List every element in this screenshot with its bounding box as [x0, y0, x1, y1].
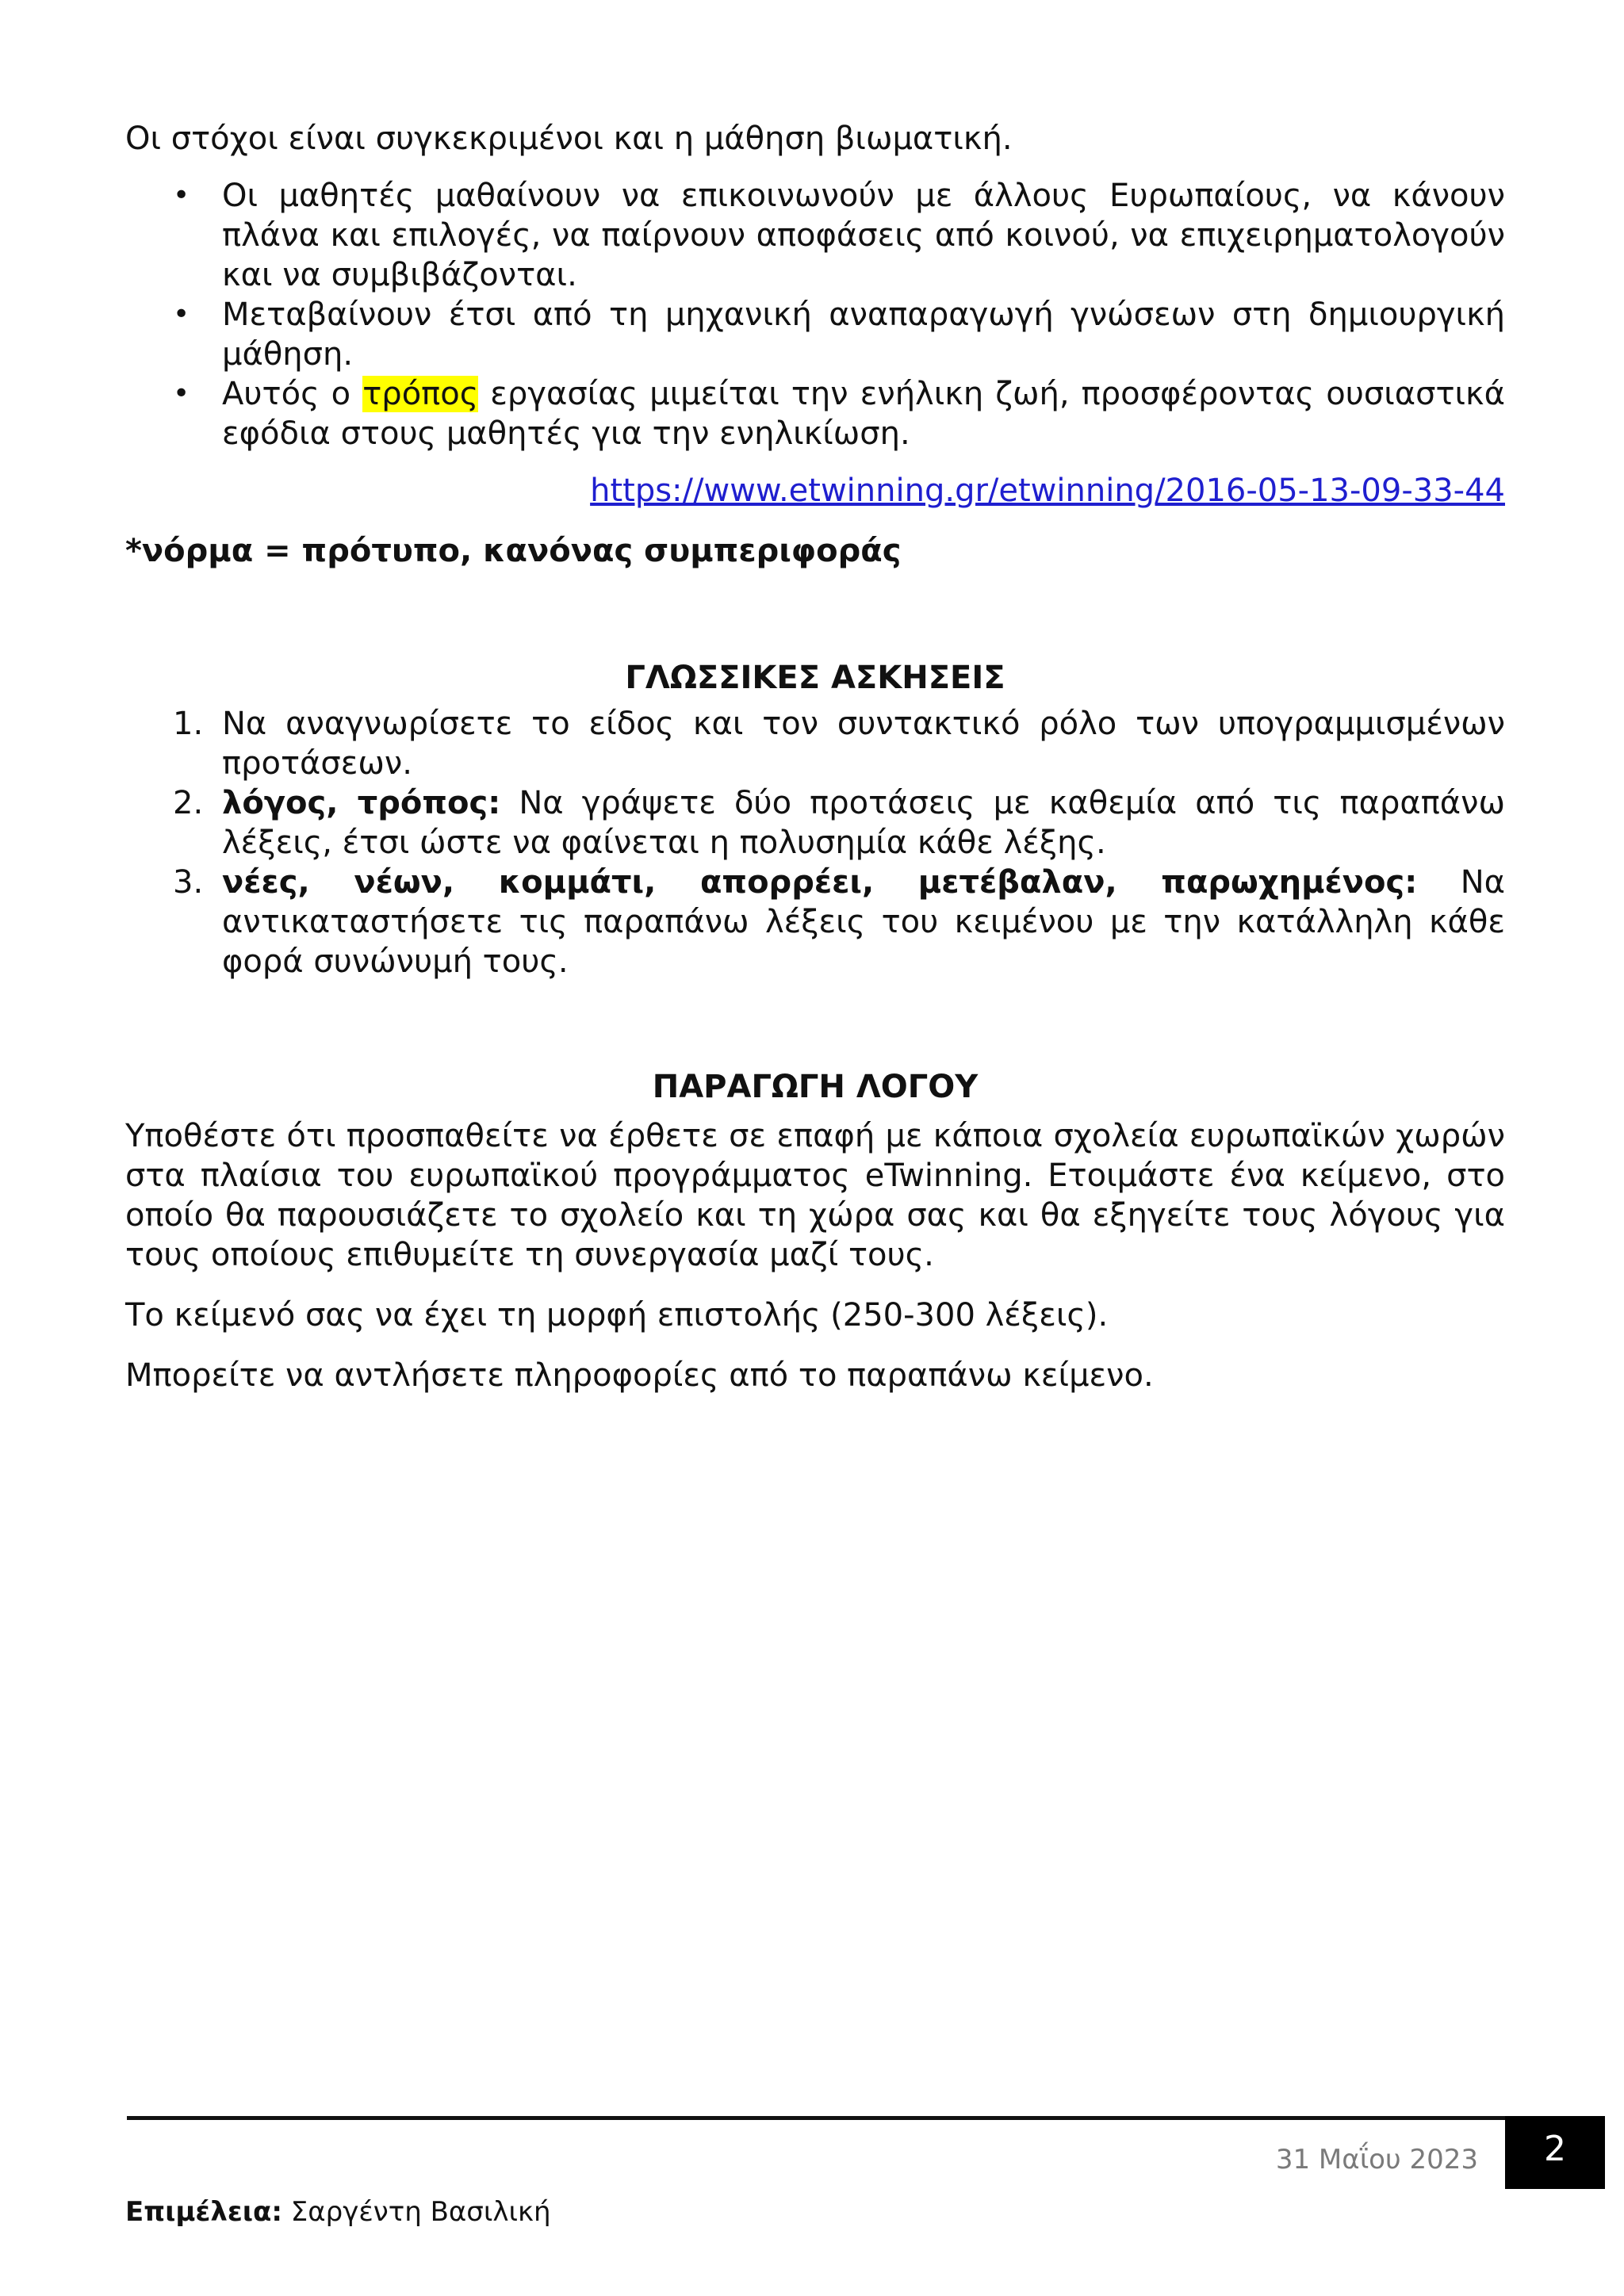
item-text: Να αναγνωρίσετε το είδος και τον συντακτικό ρόλο των υπογραμμισμένων προτάσεων. [222, 706, 1505, 782]
section-title-production: ΠΑΡΑΓΩΓΗ ΛΟΓΟΥ [652, 1069, 979, 1105]
item-text: Να γράψετε δύο προτάσεις με καθεμία από τις παραπάνω λέξεις, έτσι ώστε να φαίνεται η πολυσημία κάθε λέξης. [222, 785, 1505, 861]
source-link[interactable]: https://www.etwinning.gr/etwinning/2016-05-13-09-33-44 [590, 473, 1505, 509]
exercises-list [125, 704, 1505, 982]
goals-list [125, 176, 1505, 453]
credit-name: Σαργέντη Βασιλική [282, 2196, 551, 2228]
credit-label: Επιμέλεια: [125, 2196, 282, 2228]
intro-text: Οι στόχοι είναι συγκεκριμένοι και η μάθηση βιωματική. [125, 121, 1013, 157]
production-paragraph: Το κείμενό σας να έχει τη μορφή επιστολής (250-300 λέξεις). [125, 1297, 1109, 1334]
source-link-line [125, 471, 1505, 511]
highlighted-word: τρόπος [362, 376, 479, 412]
list-item [125, 704, 1505, 783]
list-item [125, 863, 1505, 982]
list-item [125, 783, 1505, 863]
production-paragraph: Υποθέστε ότι προσπαθείτε να έρθετε σε επαφή με κάποια σχολεία ευρωπαϊκών χωρών στα πλαίσια του ευρωπαϊκού προγράμματος eTwinning. Ετοιμάστε ένα κείμενο, στο οποίο θα παρουσιάζετε το σχολείο και τη χώρα σας και θα εξηγείτε τους λόγους για τους οποίους επιθυμείτε τη συνεργασία μαζί τους. [125, 1118, 1505, 1273]
list-item [125, 374, 1505, 453]
footnote: *νόρμα = πρότυπο, κανόνας συμπεριφοράς [125, 533, 902, 569]
item-keywords: λόγος, τρόπος: [222, 785, 501, 821]
footer-date: 31 Μαΐου 2023 [1275, 2144, 1478, 2175]
footer-divider [127, 2116, 1507, 2120]
list-item-text: εργασίας μιμείται την ενήλικη ζωή, προσφέροντας ουσιαστικά εφόδια στους μαθητές για την ενηλικίωση. [222, 376, 1506, 452]
production-paragraph: Μπορείτε να αντλήσετε πληροφορίες από το παραπάνω κείμενο. [125, 1357, 1154, 1394]
item-number: 1. [173, 706, 204, 742]
page-number: 2 [1505, 2116, 1605, 2189]
list-item: • Οι μαθητές μαθαίνουν να επικοινωνούν με άλλους Ευρωπαίους, να κάνουν πλάνα και επιλογές, να παίρνουν αποφάσεις από κοινού, να επιχειρηματολογούν και να συμβιβάζονται. [125, 176, 1505, 295]
page-content [125, 119, 1505, 1395]
list-item-text: Αυτός ο [222, 376, 363, 412]
footer-credit [125, 2196, 551, 2228]
item-number: 2. [173, 785, 204, 821]
list-item: • Μεταβαίνουν έτσι από τη μηχανική αναπαραγωγή γνώσεων στη δημιουργική μάθηση. [125, 295, 1505, 374]
item-keywords: νέες, νέων, κομμάτι, απορρέει, μετέβαλαν, παρωχημένος: [222, 864, 1418, 901]
section-title-exercises: ΓΛΩΣΣΙΚΕΣ ΑΣΚΗΣΕΙΣ [625, 660, 1005, 696]
item-text: Να αντικαταστήσετε τις παραπάνω λέξεις του κειμένου με την κατάλληλη κάθε φορά συνώνυμή τους. [222, 864, 1505, 980]
item-number: 3. [173, 864, 204, 901]
